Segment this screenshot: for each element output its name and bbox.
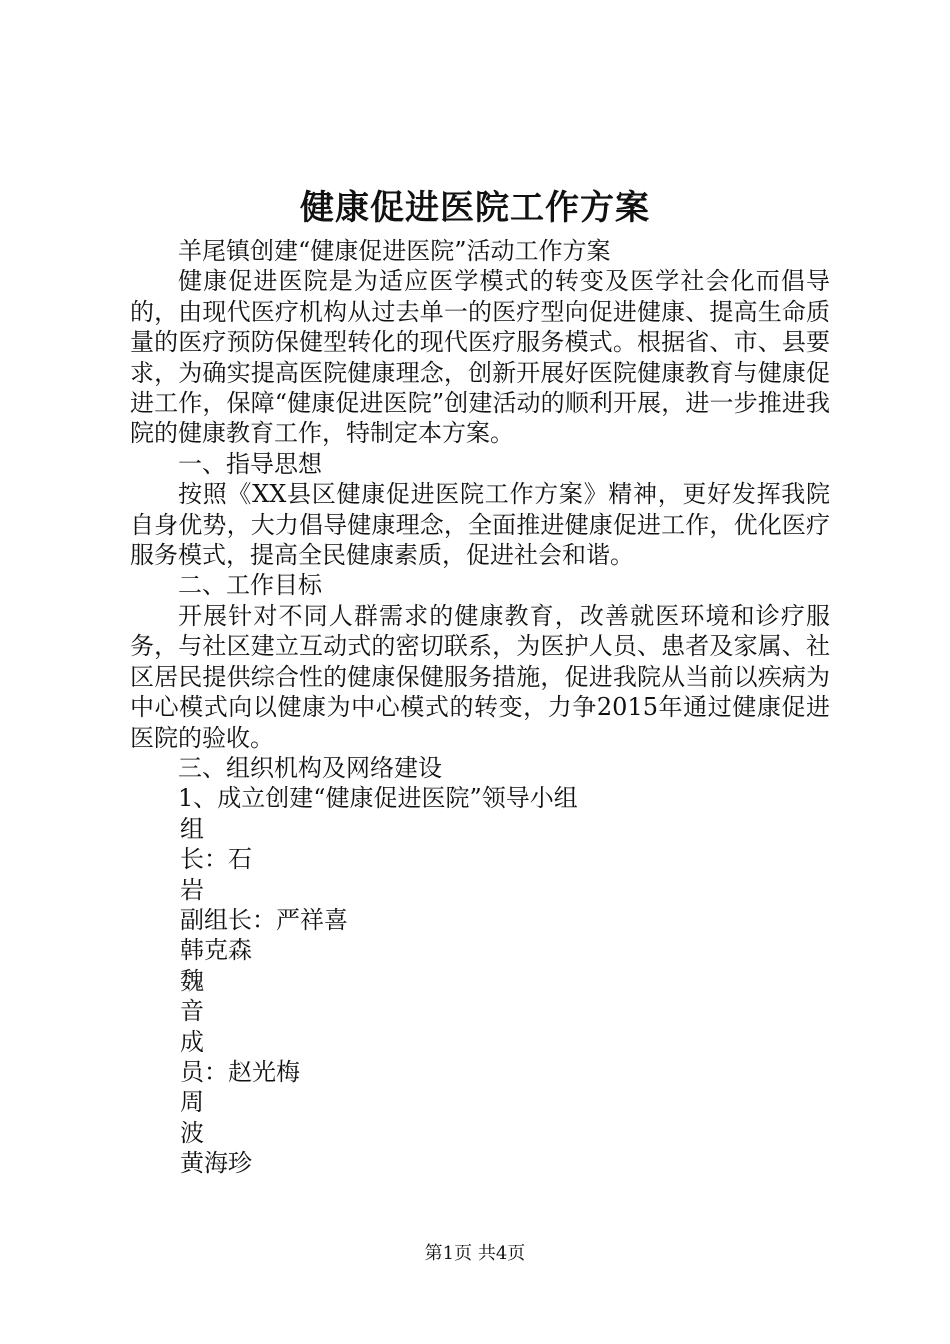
section-1-heading: 一、指导思想 — [178, 449, 322, 478]
subtitle: 羊尾镇创建“健康促进医院”活动工作方案 — [178, 237, 611, 265]
leadership-roster — [130, 814, 830, 1179]
roster-line: 员：赵光梅 — [180, 1057, 300, 1086]
document-title: 健康促进医院工作方案 — [300, 188, 650, 228]
section-3-heading: 三、组织机构及网络建设 — [178, 753, 442, 782]
roster-line: 波 — [180, 1118, 204, 1147]
section-2-paragraph: 开展针对不同人群需求的健康教育，改善就医环境和诊疗服务，与社区建立互动式的密切联系，为医护人员、患者及家属、社区居民提供综合性的健康保健服务措施，促进我院从当前以疾病为中心模式向以健康为中心模式的转变，力争2015年通过健康促进医院的验收。 — [130, 601, 830, 752]
document-body — [130, 236, 830, 1179]
section-2-heading: 二、工作目标 — [178, 571, 322, 600]
roster-line: 成 — [180, 1027, 204, 1056]
roster-line: 岩 — [180, 875, 204, 904]
roster-line: 周 — [180, 1088, 204, 1117]
roster-line: 韩克森 — [180, 936, 252, 965]
roster-line: 魏 — [180, 966, 204, 995]
subsection-1-heading: 1、成立创建“健康促进医院”领导小组 — [178, 784, 578, 813]
roster-line: 组 — [180, 814, 204, 843]
roster-line: 副组长：严祥喜 — [180, 905, 348, 934]
roster-line: 音 — [180, 997, 204, 1026]
page-footer: 第1页 共4页 — [424, 1243, 526, 1264]
roster-line: 黄海珍 — [180, 1149, 252, 1178]
roster-line: 长：石 — [180, 845, 252, 874]
intro-paragraph: 健康促进医院是为适应医学模式的转变及医学社会化而倡导的，由现代医疗机构从过去单一的医疗型向促进健康、提高生命质量的医疗预防保健型转化的现代医疗服务模式。根据省、市、县要求，为确实提高医院健康理念，创新开展好医院健康教育与健康促进工作，保障“健康促进医院”创建活动的顺利开展，进一步推进我院的健康教育工作，特制定本方案。 — [130, 267, 830, 448]
section-1-paragraph: 按照《XX县区健康促进医院工作方案》精神，更好发挥我院自身优势，大力倡导健康理念，全面推进健康促进工作，优化医疗服务模式，提高全民健康素质，促进社会和谐。 — [130, 480, 830, 570]
